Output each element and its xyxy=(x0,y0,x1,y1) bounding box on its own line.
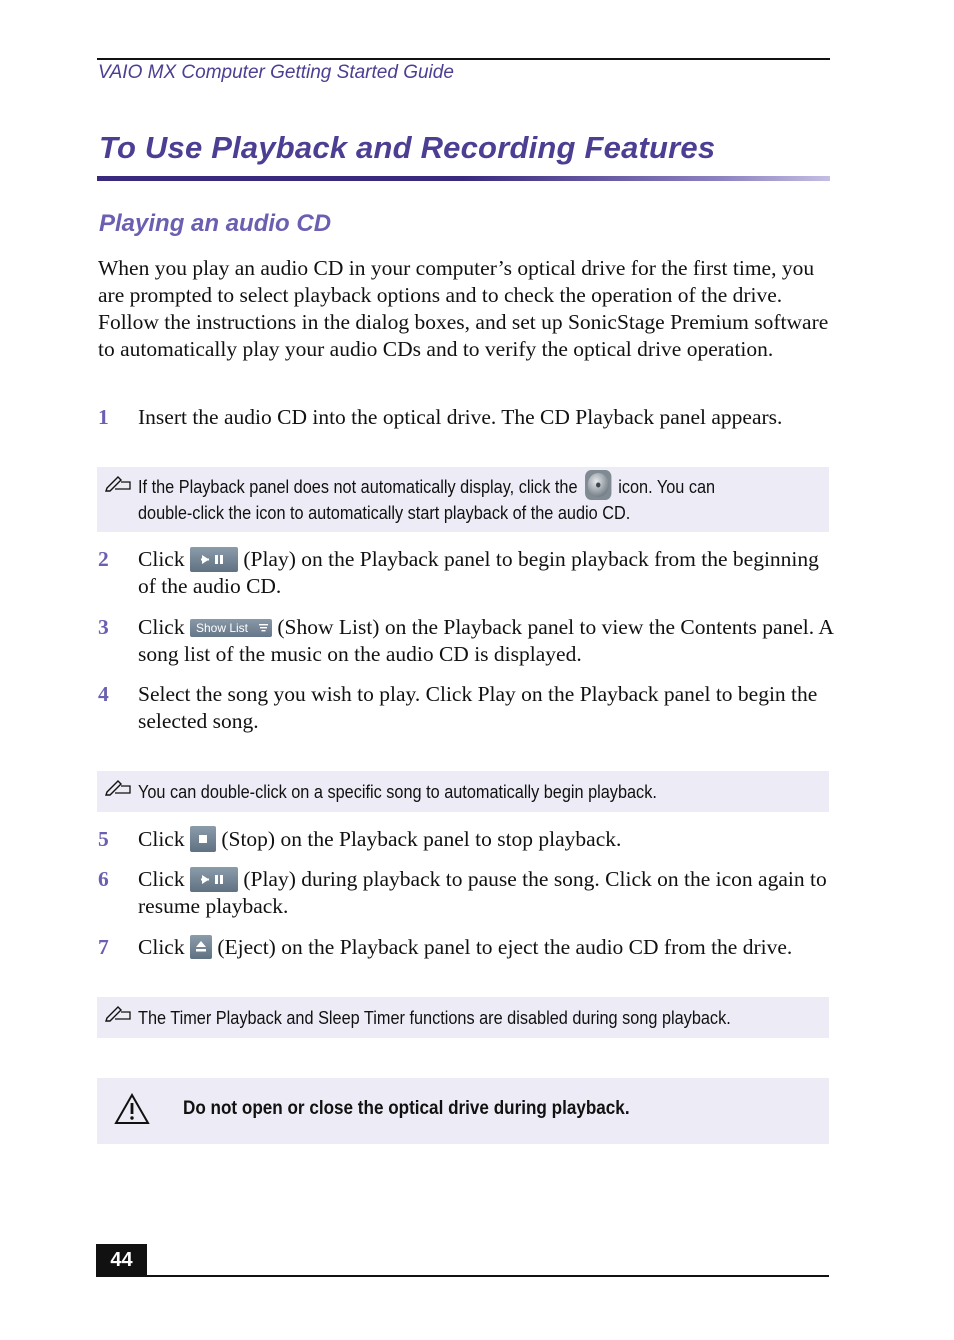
note-pencil-icon xyxy=(105,474,131,492)
cd-playback-icon[interactable] xyxy=(585,470,611,500)
stop-button[interactable] xyxy=(190,826,216,852)
page-number: 44 xyxy=(96,1244,147,1277)
header-rule xyxy=(97,58,830,60)
step-number: 1 xyxy=(98,405,109,429)
note-text: If the Playback panel does not automatically display, click the icon. You can double-click the icon to automatically start playback of the audio CD. xyxy=(138,474,842,525)
step-number: 7 xyxy=(98,935,109,959)
eject-icon xyxy=(190,935,212,959)
note-text: You can double-click on a specific song to automatically begin playback. xyxy=(138,781,657,802)
show-list-button[interactable] xyxy=(190,619,272,637)
note-text: The Timer Playback and Sleep Timer functions are disabled during song playback. xyxy=(138,1007,731,1028)
intro-paragraph: When you play an audio CD in your computer’s optical drive for the first time, you are prompted to select playback options and to check the operation of the drive. Follow the instructions in the dialog boxes, and set up SonicStage Premium software to automatically play your audio CDs and to verify the optical drive operation. xyxy=(98,256,829,361)
step-number: 6 xyxy=(98,867,109,891)
warning-text: Do not open or close the optical drive during playback. xyxy=(183,1098,630,1119)
list-icon xyxy=(259,624,268,633)
step-text: Click (Play) during playback to pause the song. Click on the icon again to resume playback. xyxy=(138,867,827,918)
stop-icon xyxy=(190,826,216,852)
eject-button[interactable] xyxy=(190,935,212,959)
warning-triangle-icon xyxy=(114,1093,150,1125)
step-text: Select the song you wish to play. Click Play on the Playback panel to begin the selected song. xyxy=(138,682,818,733)
note-box xyxy=(97,771,829,812)
play-pause-icon xyxy=(190,867,238,892)
note-pencil-icon xyxy=(105,1004,131,1022)
step-text: Click (Eject) on the Playback panel to eject the audio CD from the drive. xyxy=(138,935,793,959)
step-number: 2 xyxy=(98,547,109,571)
subsection-title: Playing an audio CD xyxy=(99,210,332,237)
footer-rule xyxy=(96,1275,829,1277)
show-list-label: Show List xyxy=(195,620,248,635)
section-title: To Use Playback and Recording Features xyxy=(99,130,716,165)
play-pause-icon xyxy=(190,547,238,572)
step-number: 3 xyxy=(98,615,109,639)
step-text: Click Show List (Show List) on the Playback panel to view the Contents panel. A song list of the music on the audio CD is displayed. xyxy=(138,615,833,666)
note-box xyxy=(97,997,829,1038)
play-pause-button[interactable] xyxy=(190,867,238,892)
step-number: 5 xyxy=(98,827,109,851)
step-number: 4 xyxy=(98,682,109,706)
step-text: Insert the audio CD into the optical drive. The CD Playback panel appears. xyxy=(138,405,783,429)
section-title-rule xyxy=(97,176,830,181)
note-pencil-icon xyxy=(105,778,131,796)
step-text: Click (Play) on the Playback panel to begin playback from the beginning of the audio CD. xyxy=(138,547,819,598)
guide-title: VAIO MX Computer Getting Started Guide xyxy=(98,62,454,83)
step-text: Click (Stop) on the Playback panel to stop playback. xyxy=(138,827,622,851)
play-pause-button[interactable] xyxy=(190,547,238,572)
note-box xyxy=(97,467,829,532)
warning-box xyxy=(97,1078,829,1144)
